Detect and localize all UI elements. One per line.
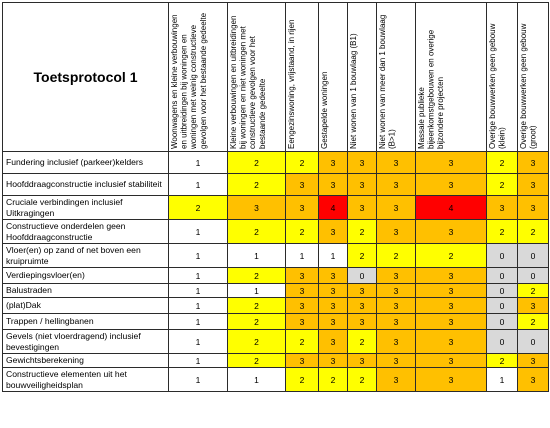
score-cell: 3	[286, 284, 319, 298]
score-cell: 2	[169, 196, 228, 220]
score-cell: 3	[377, 354, 416, 368]
score-cell: 1	[169, 268, 228, 284]
score-cell: 3	[348, 196, 377, 220]
column-header: Gestapelde woningen	[319, 3, 348, 152]
row-label: Vloer(en) op zand of net boven een kruipruimte	[3, 244, 169, 268]
column-header: Kleine verbouwingen en uitbreidingen bij woningen en niet woningen met constructieve gevolgen voor het bestaande gedeelte	[228, 3, 286, 152]
score-cell: 2	[286, 368, 319, 392]
score-cell: 3	[416, 330, 487, 354]
score-cell: 3	[377, 268, 416, 284]
score-cell: 2	[518, 220, 549, 244]
table-row	[3, 330, 549, 354]
table-row	[3, 152, 549, 174]
score-cell: 1	[169, 298, 228, 314]
score-cell: 3	[487, 196, 518, 220]
row-label: Constructieve onderdelen geen Hoofddraagconstructie	[3, 220, 169, 244]
score-cell: 3	[377, 368, 416, 392]
score-cell: 0	[487, 268, 518, 284]
score-cell: 2	[416, 244, 487, 268]
score-cell: 3	[377, 152, 416, 174]
score-cell: 2	[286, 330, 319, 354]
score-cell: 2	[348, 330, 377, 354]
score-cell: 1	[169, 354, 228, 368]
row-label: Verdiepingsvloer(en)	[3, 268, 169, 284]
score-cell: 2	[348, 244, 377, 268]
score-cell: 4	[416, 196, 487, 220]
row-label: Constructieve elementen uit het bouwveiligheidsplan	[3, 368, 169, 392]
score-cell: 3	[286, 314, 319, 330]
score-cell: 1	[169, 244, 228, 268]
score-cell: 3	[319, 268, 348, 284]
score-cell: 1	[228, 284, 286, 298]
score-cell: 3	[348, 174, 377, 196]
toetsprotocol-table	[2, 2, 549, 392]
row-label: Fundering inclusief (parkeer)kelders	[3, 152, 169, 174]
table-body	[3, 152, 549, 392]
score-cell: 0	[487, 314, 518, 330]
score-cell: 2	[377, 244, 416, 268]
row-label: Gewichtsberekening	[3, 354, 169, 368]
column-header: Woonwagens en kleine verbouwingen en uitbreidingen bij woningen en woningen met weinig constructieve gevolgen voor het bestaande gedeelte	[169, 3, 228, 152]
score-cell: 1	[228, 244, 286, 268]
score-cell: 3	[319, 220, 348, 244]
score-cell: 3	[348, 354, 377, 368]
score-cell: 0	[518, 330, 549, 354]
score-cell: 3	[319, 354, 348, 368]
score-cell: 2	[518, 314, 549, 330]
column-header: Niet wonen van meer dan 1 bouwlaag (B>1)	[377, 3, 416, 152]
header-row	[3, 3, 549, 152]
score-cell: 3	[319, 174, 348, 196]
score-cell: 2	[319, 368, 348, 392]
score-cell: 3	[416, 152, 487, 174]
score-cell: 4	[319, 196, 348, 220]
score-cell: 3	[377, 174, 416, 196]
score-cell: 1	[169, 284, 228, 298]
score-cell: 2	[348, 368, 377, 392]
score-cell: 1	[487, 368, 518, 392]
score-cell: 2	[228, 298, 286, 314]
score-cell: 3	[348, 284, 377, 298]
score-cell: 2	[487, 220, 518, 244]
score-cell: 3	[286, 196, 319, 220]
table-row	[3, 368, 549, 392]
table-row	[3, 284, 549, 298]
score-cell: 3	[518, 354, 549, 368]
score-cell: 2	[487, 174, 518, 196]
row-label: Hoofddraagconstructie inclusief stabiliteit	[3, 174, 169, 196]
score-cell: 1	[228, 368, 286, 392]
table-row	[3, 314, 549, 330]
score-cell: 1	[169, 330, 228, 354]
row-label: Cruciale verbindingen inclusief Uitkragingen	[3, 196, 169, 220]
table-row	[3, 268, 549, 284]
score-cell: 0	[487, 284, 518, 298]
table-title: Toetsprotocol 1	[3, 3, 169, 152]
table-row	[3, 298, 549, 314]
score-cell: 3	[518, 196, 549, 220]
score-cell: 3	[518, 152, 549, 174]
score-cell: 2	[487, 152, 518, 174]
score-cell: 0	[487, 244, 518, 268]
table-row	[3, 244, 549, 268]
score-cell: 2	[228, 220, 286, 244]
score-cell: 0	[348, 268, 377, 284]
score-cell: 3	[348, 298, 377, 314]
score-cell: 1	[169, 220, 228, 244]
column-header: Massale publieke bijeenkomstgebouwen en overige bijzondere projecten	[416, 3, 487, 152]
score-cell: 3	[518, 298, 549, 314]
column-header: Overige bouwwerken geen gebouw (groot)	[518, 3, 549, 152]
score-cell: 0	[487, 298, 518, 314]
table-row	[3, 354, 549, 368]
score-cell: 3	[319, 330, 348, 354]
score-cell: 2	[228, 174, 286, 196]
score-cell: 3	[416, 174, 487, 196]
table-row	[3, 174, 549, 196]
score-cell: 3	[319, 152, 348, 174]
score-cell: 0	[518, 244, 549, 268]
score-cell: 3	[377, 314, 416, 330]
score-cell: 2	[286, 152, 319, 174]
score-cell: 2	[228, 330, 286, 354]
score-cell: 2	[348, 220, 377, 244]
score-cell: 3	[348, 314, 377, 330]
score-cell: 3	[416, 220, 487, 244]
score-cell: 3	[319, 314, 348, 330]
score-cell: 3	[518, 174, 549, 196]
score-cell: 3	[286, 298, 319, 314]
score-cell: 3	[348, 152, 377, 174]
score-cell: 3	[319, 298, 348, 314]
row-label: Balustraden	[3, 284, 169, 298]
score-cell: 3	[416, 298, 487, 314]
score-cell: 0	[518, 268, 549, 284]
column-header: Niet wonen van 1 bouwlaag (B1)	[348, 3, 377, 152]
score-cell: 3	[416, 368, 487, 392]
score-cell: 3	[286, 354, 319, 368]
row-label: Trappen / hellingbanen	[3, 314, 169, 330]
column-header: Eengezinswoning, vrijstaand, in rijen	[286, 3, 319, 152]
score-cell: 2	[228, 268, 286, 284]
table-row	[3, 196, 549, 220]
score-cell: 3	[416, 354, 487, 368]
column-header: Overige bouwwerken geen gebouw (klein)	[487, 3, 518, 152]
score-cell: 3	[518, 368, 549, 392]
score-cell: 3	[286, 174, 319, 196]
row-label: Gevels (niet vloerdragend) inclusief bevestigingen	[3, 330, 169, 354]
score-cell: 0	[487, 330, 518, 354]
score-cell: 3	[286, 268, 319, 284]
score-cell: 3	[377, 196, 416, 220]
score-cell: 3	[377, 220, 416, 244]
score-cell: 1	[286, 244, 319, 268]
score-cell: 3	[228, 196, 286, 220]
score-cell: 3	[416, 314, 487, 330]
score-cell: 1	[169, 368, 228, 392]
score-cell: 3	[416, 268, 487, 284]
score-cell: 2	[228, 354, 286, 368]
score-cell: 1	[319, 244, 348, 268]
row-label: (plat)Dak	[3, 298, 169, 314]
score-cell: 1	[169, 314, 228, 330]
score-cell: 3	[416, 284, 487, 298]
score-cell: 3	[377, 330, 416, 354]
score-cell: 1	[169, 152, 228, 174]
score-cell: 2	[487, 354, 518, 368]
score-cell: 3	[377, 284, 416, 298]
table-row	[3, 220, 549, 244]
score-cell: 1	[169, 174, 228, 196]
score-cell: 2	[228, 314, 286, 330]
score-cell: 2	[286, 220, 319, 244]
score-cell: 3	[377, 298, 416, 314]
score-cell: 3	[319, 284, 348, 298]
score-cell: 2	[228, 152, 286, 174]
score-cell: 2	[518, 284, 549, 298]
